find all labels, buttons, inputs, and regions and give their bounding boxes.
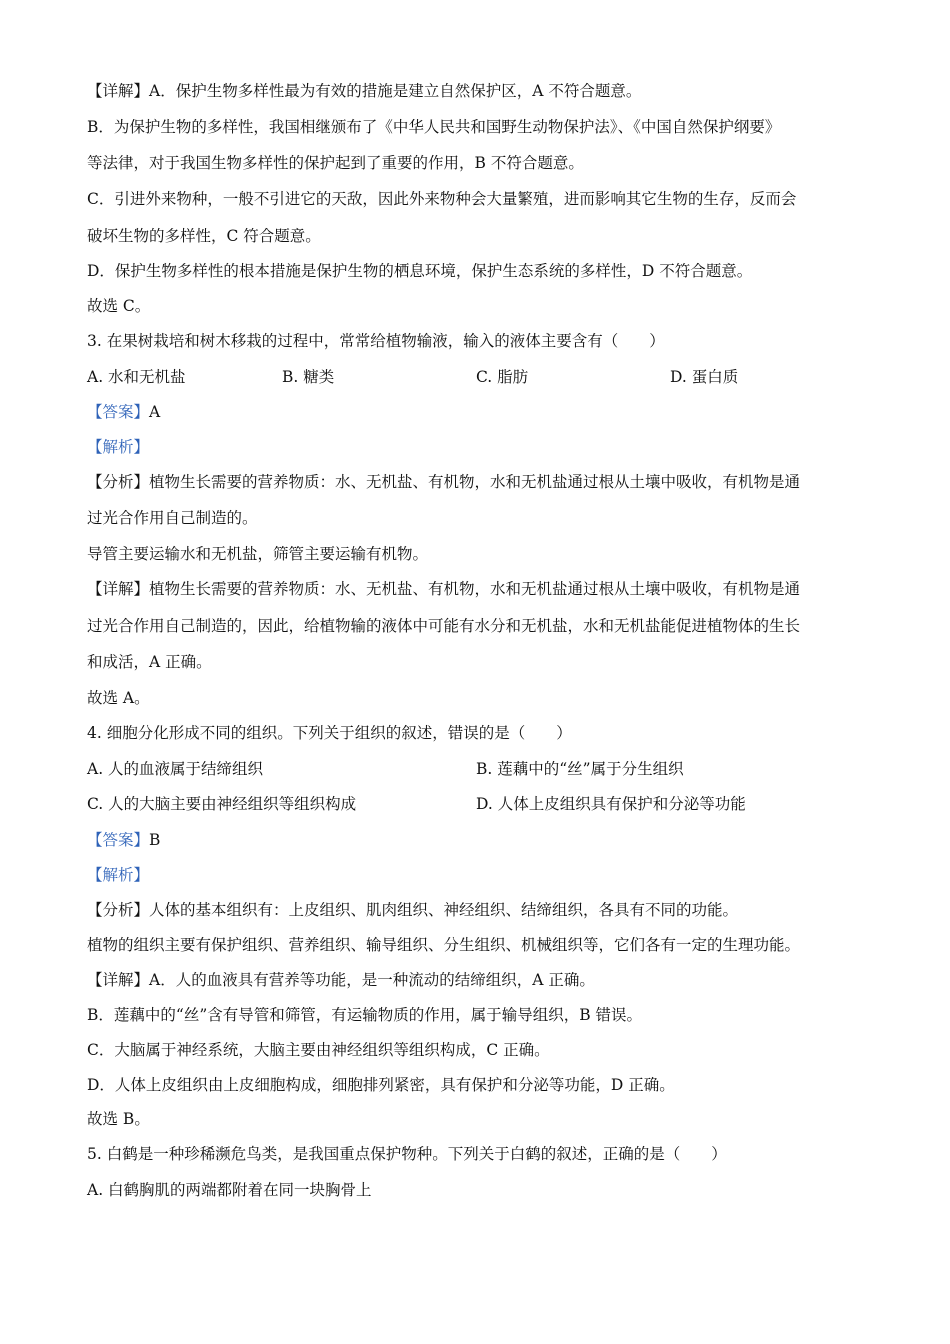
- q2-choice: 故选 C。: [87, 297, 151, 315]
- q3-fenxi-line1: 【分析】植物生长需要的营养物质：水、无机盐、有机物，水和无机盐通过根从土壤中吸收，有机物是通: [87, 473, 801, 491]
- q4-detail-a: 【详解】A．人的血液具有营养等功能，是一种流动的结缔组织，A 正确。: [87, 971, 595, 989]
- q2-detail-a: 【详解】A．保护生物多样性最为有效的措施是建立自然保护区，A 不符合题意。: [87, 82, 642, 100]
- q4-fenxi-line2: 植物的组织主要有保护组织、营养组织、输导组织、分生组织、机械组织等，它们各有一定的生理功能。: [87, 936, 801, 954]
- q3-choice: 故选 A。: [87, 689, 150, 707]
- q4-fenxi-line1: 【分析】人体的基本组织有：上皮组织、肌肉组织、神经组织、结缔组织，各具有不同的功能。: [87, 901, 739, 919]
- q4-option-a: A. 人的血液属于结缔组织: [87, 760, 264, 778]
- q3-answer: [87, 401, 867, 423]
- answer-value: A: [149, 403, 161, 421]
- q3-option-b: B. 糖类: [282, 368, 335, 386]
- answer-tag: 【答案】: [87, 831, 150, 849]
- detail-tag: 【详解】: [87, 580, 150, 598]
- q4-option-b: B. 莲藕中的“丝”属于分生组织: [476, 760, 684, 778]
- q4-detail-b: B．莲藕中的“丝”含有导管和筛管，有运输物质的作用，属于输导组织，B 错误。: [87, 1006, 643, 1024]
- q3-fenxi-line2: 过光合作用自己制造的。: [87, 509, 258, 527]
- q4-stem: 4. 细胞分化形成不同的组织。下列关于组织的叙述，错误的是（ ）: [87, 724, 572, 742]
- q3-option-a: A. 水和无机盐: [87, 368, 186, 386]
- q4-detail-c: C．大脑属于神经系统，大脑主要由神经组织等组织构成，C 正确。: [87, 1041, 550, 1059]
- q4-answer: [87, 829, 867, 851]
- q3-detail-line2: 过光合作用自己制造的，因此，给植物输的液体中可能有水分和无机盐，水和无机盐能促进植物体的生长: [87, 617, 801, 635]
- q3-stem: 3. 在果树栽培和树木移栽的过程中，常常给植物输液，输入的液体主要含有（ ）: [87, 332, 665, 350]
- q4-option-d: D. 人体上皮组织具有保护和分泌等功能: [476, 795, 746, 813]
- q4-choice: 故选 B。: [87, 1110, 150, 1128]
- q5-option-a: A. 白鹤胸肌的两端都附着在同一块胸骨上: [87, 1181, 372, 1199]
- q4-option-c: C. 人的大脑主要由神经组织等组织构成: [87, 795, 357, 813]
- q4-detail-d: D．人体上皮组织由上皮细胞构成，细胞排列紧密，具有保护和分泌等功能，D 正确。: [87, 1076, 675, 1094]
- q3-analysis-tag: 【解析】: [87, 438, 150, 456]
- q5-stem: 5. 白鹤是一种珍稀濒危鸟类，是我国重点保护物种。下列关于白鹤的叙述，正确的是（ ）: [87, 1145, 727, 1163]
- q2-detail-c-line2: 破坏生物的多样性，C 符合题意。: [87, 227, 321, 245]
- q2-detail-c-line1: C．引进外来物种，一般不引进它的天敌，因此外来物种会大量繁殖，进而影响其它生物的生存，反而会: [87, 190, 797, 208]
- q3-detail-line3: 和成活，A 正确。: [87, 653, 212, 671]
- fenxi-tag: 【分析】: [87, 473, 150, 491]
- q2-detail-b-line1: B．为保护生物的多样性，我国相继颁布了《中华人民共和国野生动物保护法》、《中国自然保护纲要》: [87, 118, 781, 136]
- answer-tag: 【答案】: [87, 403, 150, 421]
- q3-detail-line1: 【详解】植物生长需要的营养物质：水、无机盐、有机物，水和无机盐通过根从土壤中吸收，有机物是通: [87, 580, 801, 598]
- q2-detail-d: D．保护生物多样性的根本措施是保护生物的栖息环境，保护生态系统的多样性，D 不符合题意。: [87, 262, 753, 280]
- detail-tag: 【详解】: [87, 971, 150, 989]
- q3-option-d: D. 蛋白质: [670, 368, 739, 386]
- q3-fenxi-line3: 导管主要运输水和无机盐，筛管主要运输有机物。: [87, 545, 429, 563]
- detail-tag: 【详解】: [87, 82, 150, 100]
- fenxi-tag: 【分析】: [87, 901, 150, 919]
- q2-detail-b-line2: 等法律，对于我国生物多样性的保护起到了重要的作用，B 不符合题意。: [87, 154, 584, 172]
- answer-value: B: [149, 831, 161, 849]
- q4-analysis-tag: 【解析】: [87, 866, 150, 884]
- q3-option-c: C. 脂肪: [476, 368, 529, 386]
